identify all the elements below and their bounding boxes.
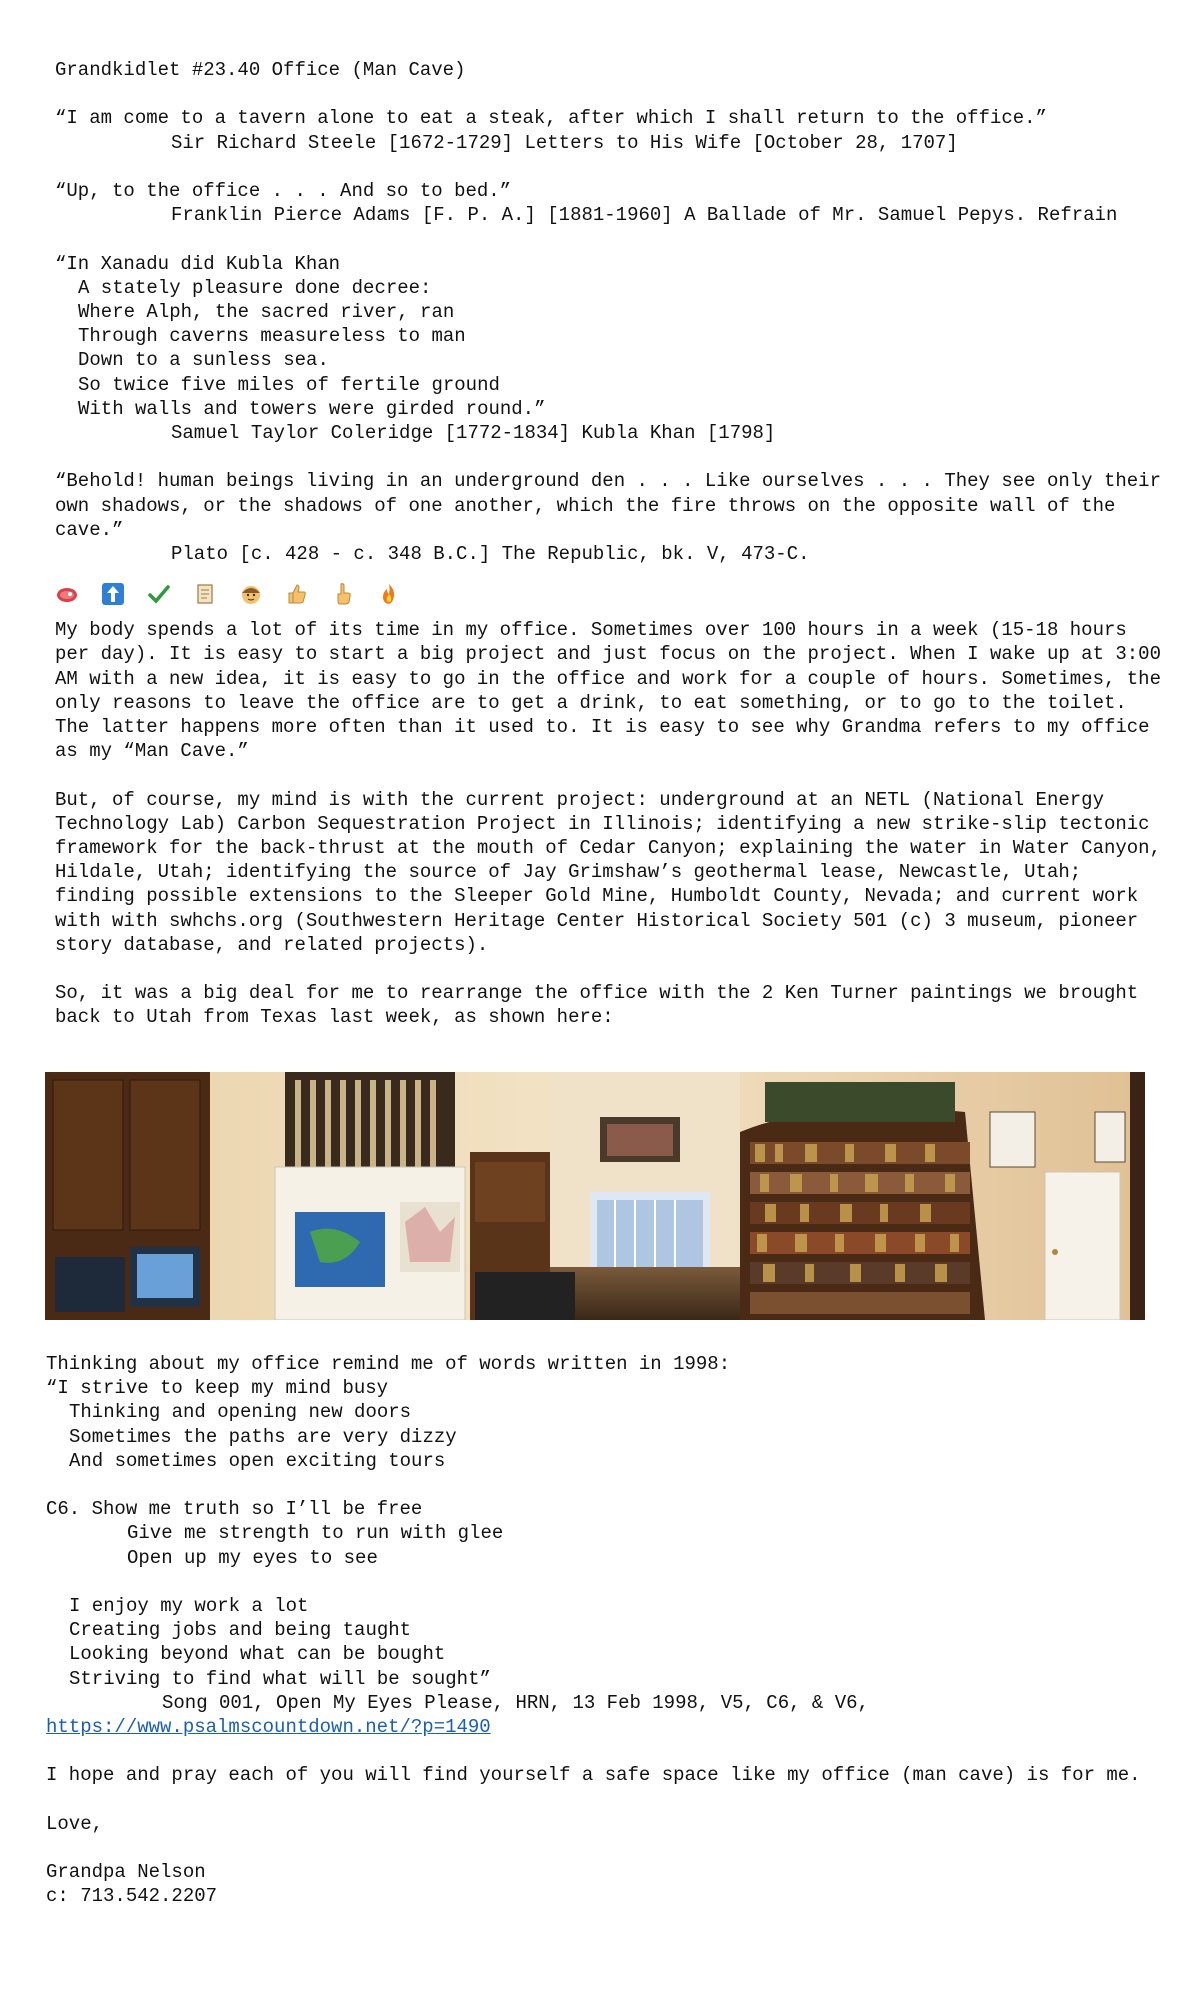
song-line: “I strive to keep my mind busy	[46, 1377, 389, 1400]
quote-plato	[55, 469, 1165, 566]
song-line: Striving to find what will be sought”	[69, 1667, 491, 1690]
quote-line: “Up, to the office . . . And so to bed.”	[55, 179, 512, 202]
song-line: I enjoy my work a lot	[69, 1595, 309, 1617]
quote-text: “Behold! human beings living in an underground den . . . Like ourselves . . . They see only their own shadows, or the shadows of one another, which the fire throws on the opposite wall of the cave.”	[55, 470, 1161, 541]
up-arrow-icon	[101, 581, 147, 607]
quote-adams	[55, 179, 1165, 227]
paragraph-body: So, it was a big deal for me to rearrange the office with the 2 Ken Turner paintings we brought back to Utah from Texas last week, as shown here:	[55, 982, 1139, 1029]
signature-name: Grandpa Nelson	[46, 1861, 206, 1884]
paragraph-body: My body spends a lot of its time in my office. Sometimes over 100 hours in a week (15-18 hours per day). It is easy to start a big project and just focus on the project. When I wake up at 3:00 AM with a new idea, it is easy to go in the office and work for a couple of hours. Sometimes, the only reasons to leave the office are to get a drink, to eat something, or to go to the toilet. The latter happens more often than it used to. It is easy to see why Grandma refers to my office as my “Man Cave.”	[55, 619, 1161, 763]
quote-attribution: Franklin Pierce Adams [F. P. A.] [1881-1960] A Ballade of Mr. Samuel Pepys. Refrain	[171, 204, 1118, 227]
poem-line: “In Xanadu did Kubla Khan	[55, 252, 341, 275]
quote-attribution: Samuel Taylor Coleridge [1772-1834] Kubla Khan [1798]	[171, 422, 776, 444]
song-line: Looking beyond what can be bought	[69, 1643, 446, 1666]
emoji-row	[55, 580, 1165, 608]
fire-icon	[377, 581, 423, 607]
office-panorama-photo	[45, 1072, 1145, 1320]
main-column	[55, 58, 1165, 1030]
thumbs-up-icon	[285, 581, 331, 607]
quote-line: “I am come to a tavern alone to eat a steak, after which I shall return to the office.”	[55, 107, 1047, 130]
quote-coleridge	[55, 252, 1165, 446]
pointing-up-icon	[331, 581, 377, 607]
song-intro: Thinking about my office remind me of words written in 1998:	[46, 1353, 731, 1375]
poem-line: A stately pleasure done decree:	[78, 276, 432, 299]
song-chorus-line: Give me strength to run with glee	[127, 1522, 504, 1545]
check-mark-icon	[147, 581, 193, 607]
closing-wish: I hope and pray each of you will find yourself a safe space like my office (man cave) is for me.	[46, 1764, 1141, 1787]
song-chorus-line: Open up my eyes to see	[127, 1546, 378, 1569]
quote-steele	[55, 106, 1165, 154]
paragraph-body: But, of course, my mind is with the current project: underground at an NETL (National Energy Technology Lab) Carbon Sequestration Project in Illinois; identifying a new strike-slip tectonic framework for the back-thrust at the mouth of Cedar Canyon; explaining the water in Water Canyon, Hildale, Utah; identifying the source of Jay Grimshaw’s geothermal lease, Newcastle, Utah; finding possible extensions to the Sleeper Gold Mine, Humboldt County, Nevada; and current work with with swhchs.org (Southwestern Heritage Center Historical Society 501 (c) 3 museum, pioneer story database, and related projects).	[55, 788, 1161, 956]
song-line: Sometimes the paths are very dizzy	[69, 1425, 457, 1448]
poem-line: Through caverns measureless to man	[78, 325, 466, 348]
poem-line: Where Alph, the sacred river, ran	[78, 300, 455, 323]
quote-attribution: Plato [c. 428 - c. 348 B.C.] The Republic, bk. V, 473-C.	[171, 543, 810, 565]
song-chorus-line: C6. Show me truth so I’ll be free	[46, 1498, 423, 1521]
closing-love: Love,	[46, 1812, 104, 1835]
steak-icon	[55, 581, 101, 607]
poem-line: Down to a sunless sea.	[78, 349, 329, 372]
song-attribution: Song 001, Open My Eyes Please, HRN, 13 Feb 1998, V5, C6, & V6,	[162, 1691, 869, 1714]
poem-line: So twice five miles of fertile ground	[78, 373, 500, 396]
quote-attribution: Sir Richard Steele [1672-1729] Letters to His Wife [October 28, 1707]	[171, 131, 958, 154]
song-line: And sometimes open exciting tours	[69, 1449, 446, 1472]
song-line: Creating jobs and being taught	[69, 1619, 412, 1642]
song-section	[46, 1352, 1156, 1909]
scroll-icon	[193, 581, 239, 607]
document-title: Grandkidlet #23.40 Office (Man Cave)	[55, 59, 466, 81]
song-line: Thinking and opening new doors	[69, 1401, 412, 1424]
song-link[interactable]: https://www.psalmscountdown.net/?p=1490	[46, 1716, 491, 1739]
signature-phone: c: 713.542.2207	[46, 1885, 218, 1908]
person-face-icon	[239, 581, 285, 607]
poem-line: With walls and towers were girded round.”	[78, 397, 546, 420]
